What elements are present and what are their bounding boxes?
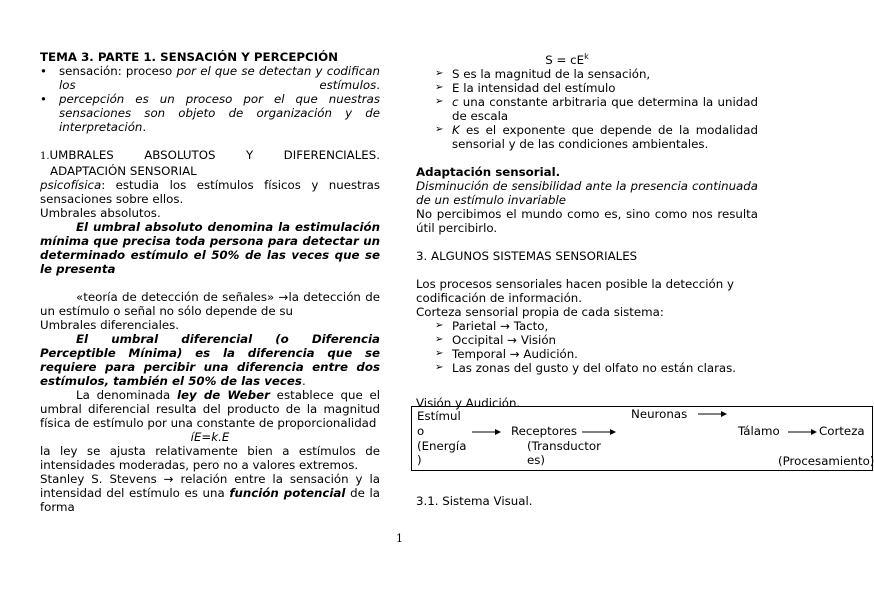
- formula-term-text: S es la magnitud de la sensación,: [452, 66, 651, 81]
- definition-list: [40, 64, 380, 134]
- adaptacion-text: No percibimos el mundo como es, sino como nos resulta útil percibirlo.: [416, 206, 758, 235]
- stevens-formula: [416, 50, 758, 67]
- receptores-label: Receptores: [511, 424, 577, 438]
- umbrales-diferenciales-heading: Umbrales diferenciales.: [40, 318, 180, 332]
- energia-label-2: ): [417, 453, 422, 467]
- umbral-diferencial-text: El umbral diferencial (o Diferencia Perceptible Mínima) es la diferencia que se requiere para percibir una diferencia entre dos estímulos, también el 50% de las veces: [40, 332, 380, 388]
- section1-line1: UMBRALES ABSOLUTOS Y DIFERENCIALES.: [49, 148, 380, 162]
- umbral-diferencial-definition: El umbral diferencial (o Diferencia Perceptible Mínima) es la diferencia que se requiere para percibir una diferencia entre dos estímulos, también el 50% de las veces.: [40, 332, 380, 388]
- weber-pre: La denominada: [76, 388, 177, 402]
- psicofisica-term: psicofísica: [40, 178, 102, 192]
- energia-label-1: (Energía: [417, 439, 467, 453]
- formula-term-item: [416, 67, 758, 81]
- sensory-pathway-diagram: [411, 406, 873, 471]
- corteza-label: Corteza: [819, 424, 865, 438]
- sensory-system-item: ➢ Occipital → Visión: [416, 333, 758, 347]
- sensacion-def: por el que se detectan y codifican los estímulos: [59, 64, 380, 92]
- formula-term-item: [416, 123, 758, 151]
- sistema-visual-heading: 3.1. Sistema Visual.: [416, 494, 533, 508]
- stevens-pre: Stanley S. Stevens → relación entre la sensación y la intensidad del estímulo es una: [40, 472, 380, 500]
- estimulo-label-1: Estímul: [417, 409, 461, 423]
- document-title: TEMA 3. PARTE 1. SENSACIÓN Y PERCEPCIÓN: [40, 50, 338, 64]
- sensory-systems-list: [416, 319, 758, 375]
- sensacion-term: sensación: [59, 64, 118, 78]
- formula-term-var: c: [452, 94, 459, 109]
- section1-heading: [40, 148, 380, 164]
- stevens-formula-exponent: k: [584, 52, 589, 61]
- weber-term: ley de Weber: [176, 388, 270, 402]
- weber-formula: íE=k.E: [190, 430, 230, 444]
- psicofisica-paragraph: [40, 178, 380, 206]
- transductores-label-1: (Transductor: [527, 439, 601, 453]
- adaptacion-definition: Disminución de sensibilidad ante la presencia continuada de un estímulo invariable: [416, 178, 758, 207]
- ley-ajusta-paragraph: la ley se ajusta relativamente bien a estímulos de intensidades moderadas, pero no a valores extremos.: [40, 444, 380, 472]
- umbral-absoluto-definition: El umbral absoluto denomina la estimulación mínima que precisa toda persona para detectar un determinado estímulo el 50% de las veces que se le presenta: [40, 220, 380, 276]
- transductores-label-2: es): [527, 453, 546, 467]
- formula-term-item: [416, 95, 758, 123]
- adaptacion-heading: Adaptación sensorial.: [416, 164, 561, 179]
- sensory-system-item: ➢ Temporal → Audición.: [416, 347, 758, 361]
- corteza-paragraph: Corteza sensorial propia de cada sistema:: [416, 304, 664, 319]
- page-number: 1: [396, 532, 403, 545]
- formula-term-text: una constante arbitraria que determina la unidad de escala: [452, 94, 758, 123]
- formula-term-text: es el exponente que depende de la modalidad sensorial y de las condiciones ambientales.: [452, 122, 758, 151]
- weber-paragraph: [40, 388, 380, 430]
- stevens-paragraph: [40, 472, 380, 514]
- umbrales-absolutos-heading: Umbrales absolutos.: [40, 206, 161, 220]
- section1-line2: ADAPTACIÓN SENSORIAL: [50, 164, 197, 178]
- sensacion-sep: : proceso: [117, 64, 177, 78]
- sensacion-bullet: • sensación: proceso por el que se detectan y codifican los estímulos.: [40, 64, 380, 92]
- procesos-paragraph: Los procesos sensoriales hacen posible la detección y codificación de información.: [416, 276, 734, 305]
- formula-term-item: [416, 81, 758, 95]
- percepcion-bullet: • percepción es un proceso por el que nuestras sensaciones son objeto de organización y de interpretación.: [40, 92, 380, 134]
- formula-term-var: K: [452, 122, 460, 137]
- left-column: [40, 50, 380, 514]
- stevens-term: función potencial: [229, 486, 346, 500]
- sensory-system-item: ➢ Las zonas del gusto y del olfato no están claras.: [416, 361, 758, 375]
- neuronas-label: Neuronas: [631, 407, 688, 421]
- psicofisica-def: : estudia los estímulos físicos y nuestras sensaciones sobre ellos.: [40, 178, 380, 206]
- weber-post: establece que el umbral diferencial resulta del producto de la magnitud física de estímulo por una constante de proporcionalidad: [40, 388, 380, 430]
- section3-heading: 3. ALGUNOS SISTEMAS SENSORIALES: [416, 248, 638, 263]
- section1-number: 1.: [40, 151, 50, 162]
- sensory-system-item: ➢ Parietal → Tacto,: [416, 319, 758, 333]
- talamo-label: Tálamo: [738, 424, 780, 438]
- right-column: [416, 50, 758, 410]
- teoria-deteccion-paragraph: «teoría de detección de señales» →la detección de un estímulo o señal no sólo depende de su: [40, 290, 380, 318]
- formula-term-text: E la intensidad del estímulo: [452, 80, 616, 95]
- estimulo-label-2: o: [417, 424, 425, 438]
- percepcion-def: percepción es un proceso por el que nuestras sensaciones son objeto de organización y de interpretación: [59, 92, 380, 134]
- stevens-formula-base: S = cE: [545, 52, 585, 67]
- formula-terms-list: [416, 67, 758, 151]
- procesamiento-label: (Procesamiento): [778, 454, 874, 468]
- vision-audicion-heading: Visión y Audición.: [416, 395, 521, 410]
- stevens-post: de la forma: [40, 486, 380, 514]
